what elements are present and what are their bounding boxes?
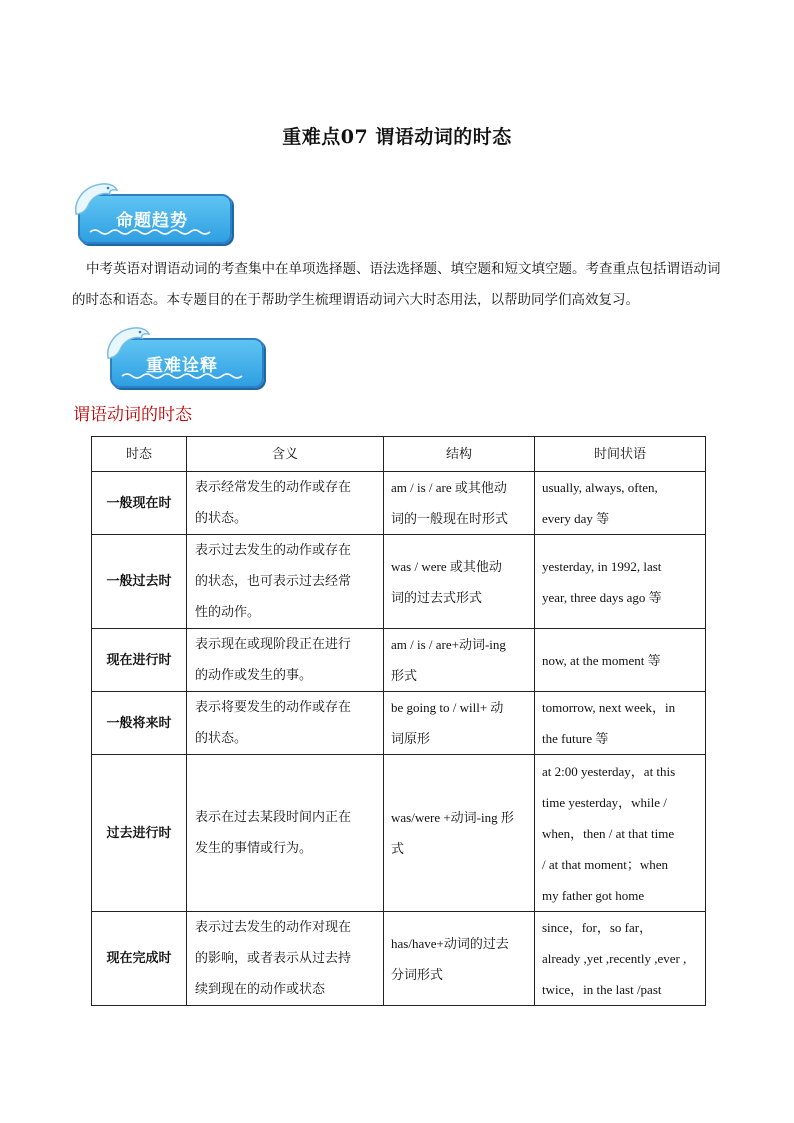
tense-name: 一般现在时 <box>92 472 187 535</box>
tense-name: 一般将来时 <box>92 692 187 755</box>
dolphin-icon <box>72 180 120 220</box>
tense-name: 过去进行时 <box>92 755 187 912</box>
tense-time-words: since，for，so far， already ,yet ,recently ,ever , twice，in the last /past <box>535 912 706 1006</box>
trend-banner <box>72 180 237 246</box>
tense-time-words: tomorrow, next week，in the future 等 <box>535 692 706 755</box>
table-row <box>92 629 706 692</box>
tense-structure: was / were 或其他动 词的过去式形式 <box>384 535 535 629</box>
explain-banner-label: 重难诠释 <box>146 356 218 376</box>
header-time-words: 时间状语 <box>535 437 706 472</box>
table-row <box>92 755 706 912</box>
header-structure: 结构 <box>384 437 535 472</box>
intro-paragraph <box>72 254 724 316</box>
tense-meaning: 表示现在或现阶段正在进行 的动作或发生的事。 <box>187 629 384 692</box>
tense-name: 现在完成时 <box>92 912 187 1006</box>
tense-meaning: 表示将要发生的动作或存在 的状态。 <box>187 692 384 755</box>
table-header-row <box>92 437 706 472</box>
explain-banner <box>104 324 269 390</box>
wave-decoration-icon <box>122 372 242 380</box>
table-row <box>92 535 706 629</box>
tense-structure: was/were +动词-ing 形 式 <box>384 755 535 912</box>
intro-text: 中考英语对谓语动词的考查集中在单项选择题、语法选择题、填空题和短文填空题。考查重点包括谓语动词的时态和语态。本专题目的在于帮助学生梳理谓语动词六大时态用法，以帮助同学们高效复习。 <box>72 261 721 308</box>
wave-decoration-icon <box>90 228 210 236</box>
trend-banner-label: 命题趋势 <box>116 211 188 231</box>
dolphin-icon <box>104 324 152 364</box>
table-row <box>92 692 706 755</box>
tense-time-words: usually, always, often, every day 等 <box>535 472 706 535</box>
tense-time-words: yesterday, in 1992, last year, three days ago 等 <box>535 535 706 629</box>
tense-structure: am / is / are+动词-ing 形式 <box>384 629 535 692</box>
tense-name: 现在进行时 <box>92 629 187 692</box>
table-row <box>92 912 706 1006</box>
tense-structure: be going to / will+ 动 词原形 <box>384 692 535 755</box>
section-heading: 谓语动词的时态 <box>73 405 192 425</box>
tense-time-words: at 2:00 yesterday，at this time yesterday，while / when，then / at that time / at that moment；when my father got home <box>535 755 706 912</box>
tense-time-words: now, at the moment 等 <box>535 629 706 692</box>
tense-meaning: 表示经常发生的动作或存在 的状态。 <box>187 472 384 535</box>
tense-meaning: 表示过去发生的动作对现在 的影响，或者表示从过去持 续到现在的动作或状态 <box>187 912 384 1006</box>
tense-name: 一般过去时 <box>92 535 187 629</box>
header-meaning: 含义 <box>187 437 384 472</box>
table-row <box>92 472 706 535</box>
tense-meaning: 表示过去发生的动作或存在 的状态，也可表示过去经常 性的动作。 <box>187 535 384 629</box>
header-tense: 时态 <box>92 437 187 472</box>
tense-meaning: 表示在过去某段时间内正在 发生的事情或行为。 <box>187 755 384 912</box>
tense-structure: has/have+动词的过去 分词形式 <box>384 912 535 1006</box>
tense-structure: am / is / are 或其他动 词的一般现在时形式 <box>384 472 535 535</box>
page-title: 重难点07 谓语动词的时态 <box>282 126 512 148</box>
tense-table <box>91 436 706 1006</box>
